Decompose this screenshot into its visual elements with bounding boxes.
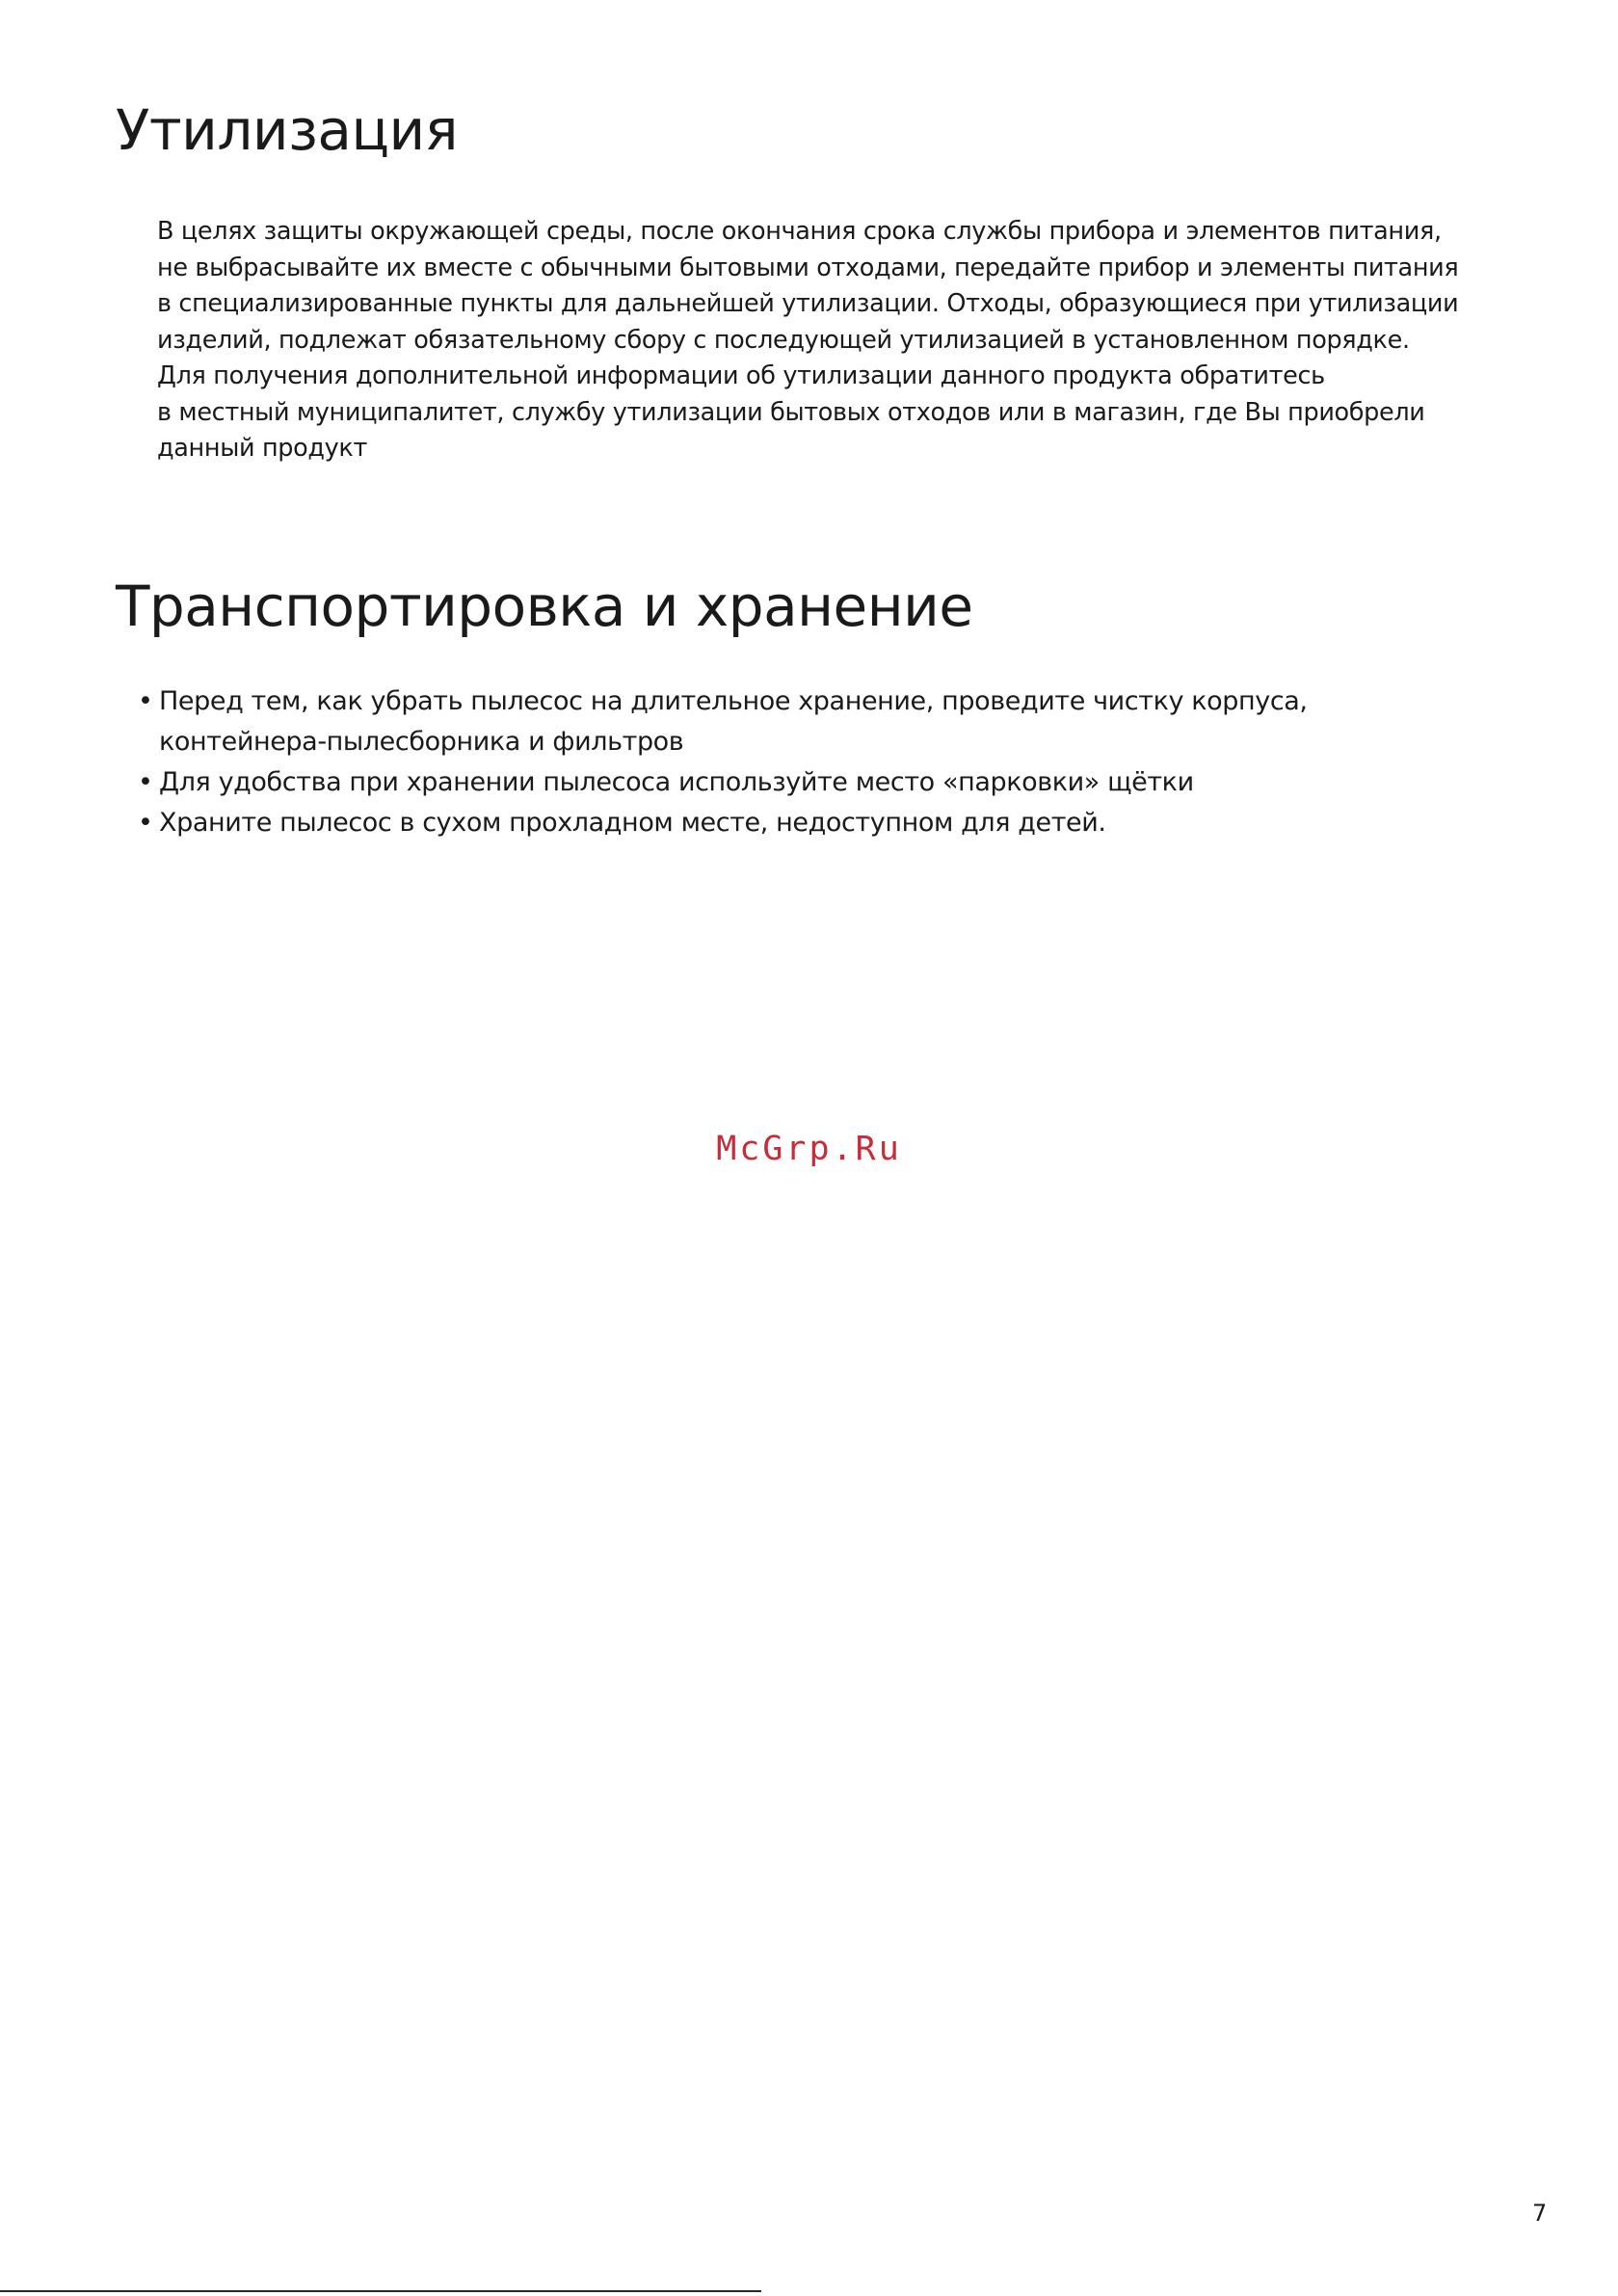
paragraph-line: не выбрасывайте их вместе с обычными бытовыми отходами, передайте прибор и элементы питания	[157, 253, 1459, 282]
utilization-paragraph	[157, 214, 1564, 467]
paragraph-line: в специализированные пункты для дальнейшей утилизации. Отходы, образующиеся при утилизации	[157, 289, 1459, 318]
watermark-text: McGrp.Ru	[716, 1130, 902, 1168]
bullet-line: контейнера-пылесборника и фильтров	[159, 727, 684, 757]
bullet-item	[138, 762, 1545, 803]
bullet-line: Храните пылесос в сухом прохладном месте, недоступном для детей.	[159, 808, 1106, 838]
paragraph-line: Для получения дополнительной информации об утилизации данного продукта обратитесь	[157, 361, 1325, 390]
section-title-utilization: Утилизация	[116, 97, 459, 163]
bullet-icon: •	[138, 808, 153, 838]
storage-bullet-list	[138, 681, 1545, 843]
paragraph-line: в местный муниципалитет, службу утилизации бытовых отходов или в магазин, где Вы приобрели	[157, 397, 1425, 427]
bottom-divider	[0, 2290, 761, 2292]
paragraph-line: изделий, подлежат обязательному сбору с последующей утилизацией в установленном порядке.	[157, 325, 1410, 355]
bullet-item	[138, 803, 1545, 843]
bullet-line: Для удобства при хранении пылесоса используйте место «парковки» щётки	[159, 767, 1194, 797]
bullet-line: Перед тем, как убрать пылесос на длительное хранение, проведите чистку корпуса,	[159, 686, 1308, 716]
paragraph-line: данный продукт	[157, 434, 367, 463]
page-number: 7	[1532, 2200, 1548, 2227]
bullet-icon: •	[138, 686, 153, 716]
section-title-transport-storage: Транспортировка и хранение	[116, 574, 973, 639]
paragraph-line: В целях защиты окружающей среды, после окончания срока службы прибора и элементов питания,	[157, 217, 1442, 246]
bullet-item	[138, 681, 1545, 762]
bullet-icon: •	[138, 767, 153, 797]
